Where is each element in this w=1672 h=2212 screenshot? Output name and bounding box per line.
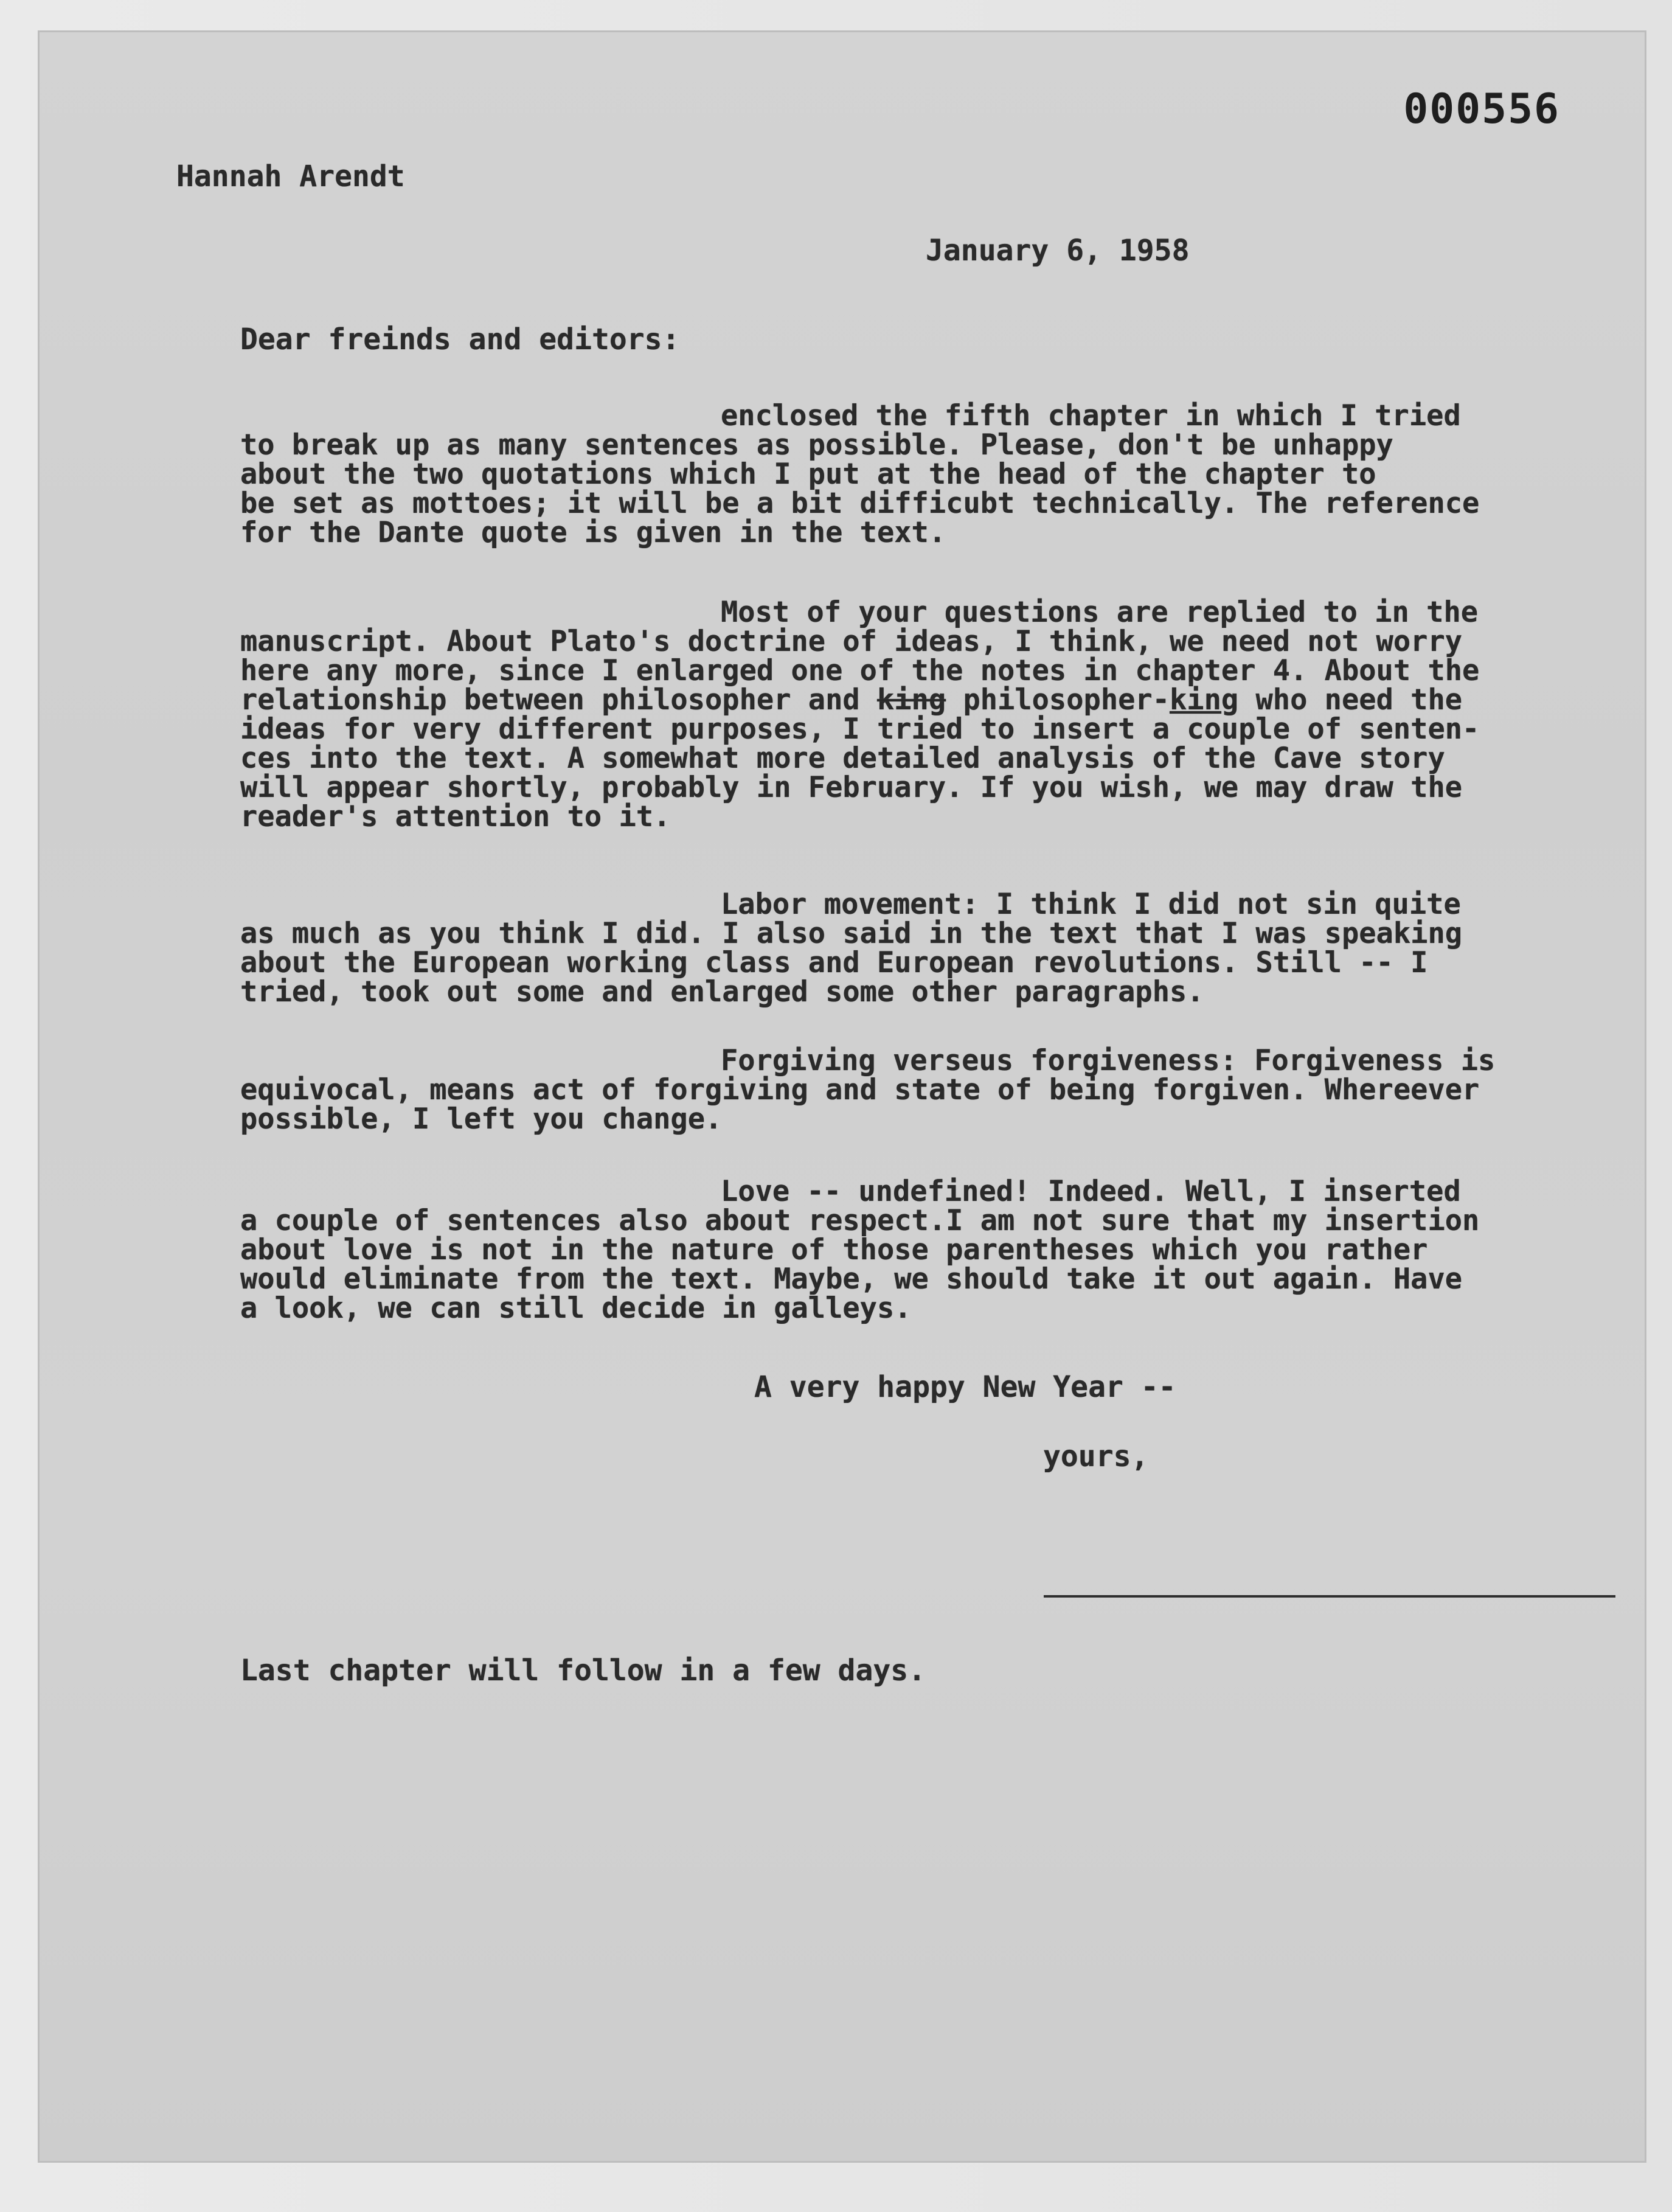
closing-greeting: A very happy New Year -- [754, 1370, 1176, 1404]
paragraph-line: reader's attention to it. [240, 800, 671, 833]
signature-line [1044, 1595, 1615, 1598]
paragraph-line: as much as you think I did. I also said in the text that I was speaking [240, 917, 1463, 950]
line-text-after: who need the [1238, 683, 1463, 717]
paragraph-line: equivocal, means act of forgiving and state of being forgiven. Whereever [240, 1073, 1480, 1107]
paragraph-line: a couple of sentences also about respect.I am not sure that my insertion [240, 1204, 1480, 1237]
paragraph-1 [240, 398, 1621, 551]
paragraph-line: enclosed the fifth chapter in which I tried [721, 399, 1461, 433]
paragraph-line: be set as mottoes; it will be a bit difficubt technically. The reference [240, 487, 1480, 520]
line-text-middle: philosopher- [946, 683, 1170, 717]
underlined-word: king [1170, 683, 1239, 717]
paragraph-4 [240, 1043, 1621, 1137]
sender-name: Hannah Arendt [176, 159, 405, 193]
paragraph-line: to break up as many sentences as possible. Please, don't be unhappy [240, 428, 1393, 462]
paragraph-line: would eliminate from the text. Maybe, we should take it out again. Have [240, 1262, 1463, 1296]
paragraph-line: about the European working class and European revolutions. Still -- I [240, 946, 1428, 979]
letter-date: January 6, 1958 [926, 234, 1190, 268]
paragraph-line: about the two quotations which I put at the head of the chapter to [240, 457, 1376, 491]
paragraph-line: about love is not in the nature of those parentheses which you rather [240, 1233, 1428, 1267]
line-text-before: relationship between philosopher and [240, 683, 877, 717]
salutation: Dear freinds and editors: [240, 322, 680, 356]
paragraph-line: for the Dante quote is given in the text. [240, 516, 946, 549]
paragraph-line: Most of your questions are replied to in the [721, 596, 1479, 629]
paragraph-line: a look, we can still decide in galleys. [240, 1292, 912, 1325]
paragraph-2 [240, 595, 1621, 835]
closing: yours, [1043, 1439, 1149, 1473]
paragraph-line: Love -- undefined! Indeed. Well, I inserted [721, 1175, 1461, 1208]
paragraph-3 [240, 887, 1621, 1010]
paragraph-line: tried, took out some and enlarged some other paragraphs. [240, 975, 1204, 1009]
paragraph-line: manuscript. About Plato's doctrine of ideas, I think, we need not worry [240, 625, 1463, 658]
document-number: 000556 [1403, 85, 1560, 133]
paragraph-line: here any more, since I enlarged one of the notes in chapter 4. About the [240, 654, 1480, 687]
paragraph-5 [240, 1174, 1621, 1326]
paragraph-line: possible, I left you change. [240, 1102, 723, 1136]
paragraph-line: ideas for very different purposes, I tried to insert a couple of senten- [240, 712, 1480, 746]
paragraph-line: will appear shortly, probably in February. If you wish, we may draw the [240, 771, 1463, 804]
paragraph-line: Forgiving verseus forgiveness: Forgiveness is [721, 1044, 1496, 1077]
paragraph-line: ces into the text. A somewhat more detailed analysis of the Cave story [240, 742, 1445, 775]
paragraph-line: Labor movement: I think I did not sin quite [721, 888, 1461, 921]
struck-word: king [876, 683, 946, 717]
postscript: Last chapter will follow in a few days. [240, 1654, 926, 1688]
